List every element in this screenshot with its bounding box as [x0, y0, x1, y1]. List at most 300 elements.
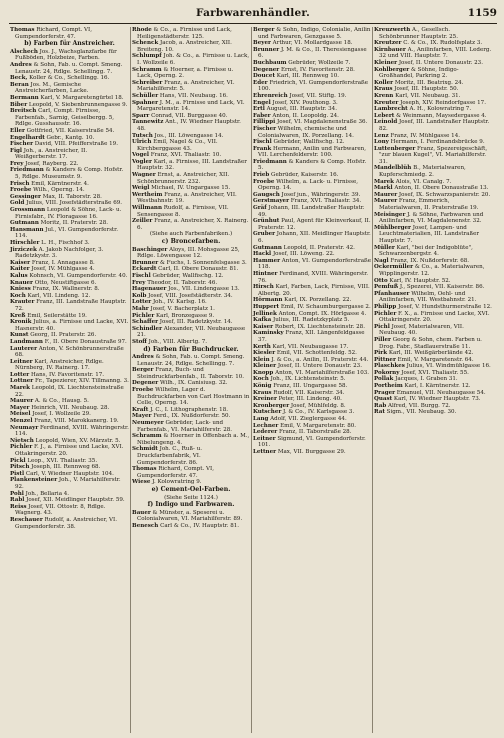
entry-name: Berger: [132, 367, 154, 374]
entry-name: Schindler: [132, 325, 162, 332]
entry-details: Carl & Co., IV. Hauptstr. 81.: [160, 522, 240, 529]
directory-entry: [253, 271, 371, 284]
entry-details: Josef, IV. Mühlgasse 4.: [31, 266, 95, 273]
entry-name: Mayer: [132, 413, 152, 420]
entry-name: Wertheim: [132, 191, 163, 198]
entry-name: Andres: [132, 354, 154, 361]
entry-details: Karl, IV. Wiedner Hauptstr. 73.: [393, 396, 481, 403]
entry-details: Josef jun., Währingerstr. 39.: [281, 191, 361, 198]
entry-name: Pohl: [10, 490, 24, 497]
entry-details: & Co., a. Materialwaren, Wipplingerstr. 12.: [379, 264, 485, 277]
entry-name: Kleiner: [374, 59, 398, 66]
entry-details: A., Gesellsch. Schönbrunner Hauptstr. 25.: [379, 27, 458, 40]
directory-entry: [253, 126, 371, 139]
entry-name: Tutsch: [132, 132, 153, 139]
entry-details: Gebrüder, Wallfischg. 12.: [152, 272, 224, 279]
entry-details: L. H., Fischhof 3.: [41, 240, 90, 246]
entry-name: Krauter: [10, 299, 35, 306]
entry-name: Prager: [374, 389, 396, 396]
directory-entry: [10, 266, 129, 273]
directory-entry: [374, 278, 492, 285]
directory-entry: [374, 396, 492, 403]
entry-details: Aloys, III. Mohsgasse 25, Rdlge. Löwengasse 12.: [137, 246, 240, 260]
entry-name: Lotter: [10, 371, 30, 378]
directory-entry: [253, 436, 371, 449]
directory-entry: [10, 227, 129, 240]
directory-entry: [132, 80, 250, 93]
entry-details: Josef, Lampen- und Leuchtmaterialien, III. Landstraßer Hauptstr. 7.: [379, 224, 480, 244]
entry-name: Schlumpf: [132, 53, 162, 60]
entry-name: Kreuter: [374, 99, 399, 106]
directory-entry: [132, 306, 250, 313]
entry-name: Luttenberger: [374, 145, 416, 152]
entry-name: Faber: [253, 112, 271, 119]
entry-details: Josef, Mühlfeldg. 8.: [290, 402, 346, 409]
entry-details: B., Materialwaren, Kupferschmiedg. 2.: [379, 165, 466, 179]
entry-name: Lambrecht: [374, 106, 408, 113]
directory-entry: [132, 510, 250, 523]
entry-name: Portheim: [374, 383, 403, 390]
entry-details: Rudolf, a. Anstreicher, VI. Gumpendorferstr. 38.: [15, 516, 118, 530]
entry-name: Engel: [253, 99, 271, 106]
entry-details: C. & Co., IX. Rudolfsplatz 3.: [403, 40, 483, 47]
entry-details: Julius, III. Radetzkyplatz 5.: [273, 317, 350, 324]
entry-name: Friedmann: [10, 167, 44, 174]
entry-name: Plaschkes: [374, 363, 405, 370]
entry-details: Josef, XII. Meidlinger Hauptstr. 59.: [26, 497, 125, 504]
directory-entry: [253, 47, 371, 60]
entry-name: Rhode: [132, 27, 152, 33]
directory-entry: [10, 260, 129, 267]
entry-name: Mayer: [10, 404, 30, 411]
directory-entry: [132, 523, 250, 530]
directory-entry: [374, 225, 492, 245]
directory-entry: [253, 192, 371, 199]
directory-entry: [10, 405, 129, 412]
entry-name: Leinold: [374, 119, 398, 126]
directory-entry: [374, 383, 492, 390]
directory-entry: [253, 297, 371, 304]
directory-entry: [253, 139, 371, 146]
entry-name: Pitsch: [10, 464, 30, 471]
entry-name: Hansmann: [10, 226, 44, 233]
directory-entry: [374, 363, 492, 370]
directory-entry: [132, 266, 250, 273]
entry-details: Julius, VIII. Josefstädterstraße 69.: [26, 200, 123, 207]
entry-name: Pickl: [10, 457, 26, 464]
entry-details: Julius, a. Firnisse und Lacke, XVI. Hasnerstr. 40.: [15, 319, 129, 332]
directory-entry: [253, 100, 371, 107]
directory-entry: [374, 324, 492, 337]
entry-details: Max, II. Taborstr. 28.: [42, 193, 102, 200]
entry-name: Willmann: [132, 205, 162, 212]
entry-name: Klein: [253, 356, 270, 363]
directory-entry: [132, 152, 250, 159]
entry-name: Rab: [374, 402, 387, 409]
entry-name: Kolb: [132, 292, 147, 299]
entry-name: Lenz: [374, 132, 389, 139]
entry-details: Gebr., Kantg. 10.: [46, 134, 95, 141]
entry-details: Ferdinand, XVIII. Währingerstr. 76.: [258, 270, 369, 284]
entry-name: Schenck: [132, 40, 159, 47]
entry-details: F. X., a. Firnisse und Lacke, XVI. Ottakringerstr. 20.: [379, 310, 490, 324]
entry-details: F. J., a. Firnisse und Lacke, XVI. Ottakringerstr. 20.: [15, 444, 124, 457]
entry-name: Otto: [374, 277, 388, 284]
entry-details: Alois, VI. Canalg. 7.: [395, 178, 452, 185]
directory-entry: [10, 161, 129, 168]
directory-entry: [253, 258, 371, 271]
directory-entry: [10, 477, 129, 490]
directory-entry: [132, 466, 250, 479]
entry-details: Josef, II. Untere Donaustr. 23.: [398, 59, 483, 66]
columns: [9, 27, 497, 733]
directory-entry: [374, 86, 492, 93]
entry-name: Pichler: [374, 310, 397, 317]
entry-details: Michael, IV. Ungargasse 15.: [151, 185, 231, 192]
entry-details: Jacques, I. Graben 31.: [395, 376, 458, 383]
entry-details: Ernst, a. Anstreicher, XII. Schönbrunnerstr. 232.: [137, 172, 230, 185]
directory-entry: [374, 264, 492, 277]
entry-details: Emil, V. Margaretenstr. 80.: [280, 422, 357, 429]
directory-entry: [10, 385, 129, 398]
entry-details: Friedrich, VI. Gumpendorferstraße 100.: [258, 79, 369, 93]
entry-name: Stoff: [132, 338, 147, 345]
directory-entry: [10, 438, 129, 445]
entry-name: Krenn: [374, 92, 394, 99]
entry-name: Quast: [374, 396, 393, 403]
directory-entry: [132, 413, 250, 420]
directory-entry: [132, 286, 250, 293]
entry-details: Rudolf, VII. Kaiserstr. 34.: [273, 389, 345, 396]
entry-details: Carl, Compt. Firnisse, Farbenfab., Sarnig, Geiselbergg. 5, Rdlge. Gusshausstr. 16.: [15, 108, 115, 128]
directory-entry: [374, 409, 492, 416]
entry-details: A., Anilinfarben, VIII. Lederg. 32 und VIII. Hauptstr. 7.: [379, 46, 492, 60]
entry-name: Kreuzwerth: [374, 27, 411, 33]
directory-entry: [10, 313, 129, 320]
entry-details: Jul., VI. Gumpendorferstr. 114.: [15, 226, 118, 240]
directory-entry: [132, 113, 250, 120]
entry-name: Mandelblüh: [374, 165, 412, 172]
entry-details: & Kanders & Comp. Hofstr. 5, Rdlge. Museumstr. 9.: [15, 167, 124, 181]
entry-details: Emil, Seilerstätte 19.: [27, 312, 87, 319]
section-heading: d) Farben für Buchdrucker.: [143, 345, 239, 353]
directory-entry: [374, 376, 492, 383]
directory-entry: [132, 319, 250, 326]
entry-details: Karl, VII. Neubaug. 31.: [395, 92, 461, 99]
entry-details: & Sohn, Fab. u. Compt. Smeng. Lenaustr. 24, Rdlge. Schellingg. 7.: [15, 61, 123, 75]
entry-name: Froebe: [132, 387, 154, 394]
entry-name: Wiese: [132, 479, 151, 486]
entry-details: Wilhelm, a. Lack- u. Firnisse, Operng. 14.: [258, 178, 359, 192]
entry-name: Gessinger: [10, 193, 41, 200]
entry-details: Josef, III. Landstraßer Hauptstr. 82.: [379, 119, 490, 132]
entry-name: Sparr: [132, 112, 150, 119]
directory-entry: [132, 53, 250, 66]
entry-name: Berger: [253, 27, 275, 33]
entry-name: Jirziczek: [10, 246, 37, 253]
entry-details: David, VIII. Pfeifferstraße 19.: [34, 141, 118, 148]
entry-name: Gerstmayer: [253, 198, 290, 205]
entry-details: & Hoerner in Offenbach a. M., Nibelungeng. 4.: [137, 433, 250, 446]
entry-name: Gruber: [253, 231, 276, 238]
entry-name: Wagner: [132, 172, 156, 179]
directory-entry: [132, 387, 250, 407]
entry-details: Gottfried, VII. Kaiserstraße 54.: [26, 127, 115, 134]
entry-details: Johann, XII. Meidlinger Hauptstr. 6.: [258, 231, 371, 244]
entry-details: Franz, XII. Längenfeldgasse 37.: [258, 330, 365, 343]
entry-name: Pichler: [10, 444, 33, 451]
directory-entry: [374, 146, 492, 166]
entry-name: Froebe: [10, 187, 32, 194]
directory-entry: [132, 380, 250, 387]
directory-entry: [132, 192, 250, 205]
directory-entry: [253, 205, 371, 218]
directory-entry: [132, 27, 250, 40]
section-heading: c) Broncefarben.: [161, 238, 221, 245]
directory-entry: [10, 504, 129, 517]
directory-entry: [10, 378, 129, 385]
entry-details: Josef, IX. Schwarzspanierstr. 20.: [398, 191, 491, 198]
entry-name: Kutscher: [253, 409, 282, 416]
directory-entry: [253, 146, 371, 159]
entry-name: Thomas: [10, 27, 35, 33]
entry-details: & Söhne, Indigo-Großhandel, Parkring 2.: [379, 66, 459, 80]
directory-entry: [10, 471, 129, 478]
entry-details: Joseph, XIV. Reindorfgasse 17.: [400, 99, 486, 106]
directory-entry: [10, 491, 129, 498]
entry-name: Hirsch: [253, 284, 274, 291]
entry-name: Mühlberger: [374, 224, 411, 231]
entry-details: Josef, VIII. Josefstädterstr. 34.: [148, 292, 233, 299]
entry-name: Lotter: [132, 299, 152, 306]
directory-entry: [132, 293, 250, 300]
entry-name: Kaiser: [10, 259, 31, 266]
entry-name: Marek: [10, 385, 31, 392]
column-2: [130, 27, 251, 733]
entry-details: Franz, XVI. Thaliastr. 10.: [150, 152, 222, 159]
directory-entry: [253, 390, 371, 397]
entry-name: Koch: [253, 376, 269, 383]
entry-details: Franz, Buch- und Steindruckfarbenfab., II. Taborstr. 10.: [137, 367, 245, 380]
entry-details: Georg, II. Praterstr. 26.: [30, 332, 97, 339]
directory-entry: [253, 67, 371, 74]
entry-name: Grünhut: [253, 218, 280, 225]
entry-name: Eder: [253, 79, 268, 86]
entry-details: Emil, VII. Schottenfeldg. 52.: [276, 350, 357, 357]
directory-entry: [132, 446, 250, 466]
entry-name: Piller: [374, 336, 391, 343]
entry-details: Paul, Agent für Kleinverkauf, II. Praterstr. 12.: [258, 218, 371, 231]
entry-details: Anton, II. Obere Donaustraße 13.: [394, 185, 489, 192]
entry-name: Pichler: [132, 312, 155, 319]
entry-details: Karl, V. Margaretengürtel 18.: [40, 94, 124, 101]
entry-name: Gold: [10, 200, 25, 207]
directory-entry: [253, 330, 371, 343]
entry-name: Kunst: [10, 332, 29, 339]
entry-name: Thomas: [132, 466, 157, 473]
entry-details: Joh. C., Ruß- u. Druckfarbenfabrik, VI. Gumpendorferstr. 86.: [137, 446, 203, 466]
directory-entry: [10, 240, 129, 247]
directory-entry: [132, 172, 250, 185]
directory-entry: [253, 284, 371, 297]
entry-details: Anton, Compt. IX. Hörlgasse 4.: [278, 310, 367, 317]
entry-details: Karl, VII. Neubaugasse 17.: [272, 343, 349, 350]
directory-entry: [10, 49, 129, 62]
entry-name: Frank: [253, 145, 272, 152]
directory-entry: [374, 133, 492, 140]
entry-details: Emil, V. Margaretenstr. 64.: [397, 356, 474, 363]
directory-entry: [374, 198, 492, 211]
section-heading: e) Cement-Oel-Farben.: [151, 485, 231, 493]
directory-entry: [10, 148, 129, 161]
entry-details: Karl, VII. Lindeng. 12.: [27, 292, 91, 299]
directory-entry: [253, 403, 371, 410]
entry-name: Müller: [374, 244, 395, 251]
entry-details: Franz, III. Ungargasse 58.: [273, 383, 348, 390]
column-3: [251, 27, 372, 733]
entry-details: Anton, VI. Gumpendorferstraße 118.: [258, 257, 371, 271]
entry-details: Georg & Sohn, chem. Farben u. Drog. Fabr., Stadlauerstraße 11.: [379, 336, 482, 350]
directory-entry: [10, 194, 129, 201]
entry-details: Hermann, I. Ferdinandsbrücke 9.: [390, 139, 485, 146]
entry-details: Alexander, VII. Neubaugasse 21.: [137, 325, 246, 339]
directory-entry: [132, 299, 250, 306]
entry-details: Emanuel, VII. Neubaugasse 54.: [396, 389, 486, 396]
entry-name: Vogler: [132, 158, 152, 165]
entry-details: Josef, Materialwaren, VII. Neubaug. 40.: [379, 323, 464, 337]
directory-entry: [374, 350, 492, 357]
entry-details: Sigmund, VI. Gumpendorferstr. 101.: [258, 435, 366, 449]
entry-details: Leop., XVI. Thaliastr. 35.: [27, 457, 98, 464]
directory-entry: [10, 517, 129, 530]
entry-name: Biber: [10, 101, 28, 108]
entry-details: Joh., V. Mariahilferstr. 92.: [15, 477, 121, 490]
directory-entry: [132, 205, 250, 218]
entry-name: Pichl: [374, 323, 390, 330]
entry-name: Schaffer: [132, 319, 159, 326]
entry-name: Frey: [10, 160, 24, 167]
directory-entry: [374, 139, 492, 146]
entry-details: August, III. Hauptstr. 34.: [266, 106, 337, 113]
entry-name: Kafka: [253, 317, 272, 324]
entry-name: Beyer: [253, 40, 271, 47]
entry-details: Leopold, II. Praterstr. 42.: [283, 244, 355, 251]
entry-details: Josef, VII. Ottostr. 8, Rdlge. Wagnerg. 43.: [15, 503, 106, 517]
directory-entry: [253, 179, 371, 192]
directory-entry: [253, 93, 371, 100]
entry-name: Brunner: [132, 259, 159, 266]
entry-details: Ferd., IX. Nußdorferstr. 50.: [153, 413, 231, 420]
entry-details: Max, VII. Burggasse 29.: [277, 449, 346, 455]
directory-entry: [10, 135, 129, 142]
directory-entry: [10, 280, 129, 287]
entry-name: Kaiser: [253, 323, 274, 330]
directory-entry: [10, 464, 129, 471]
entry-name: Lechner: [253, 422, 279, 429]
entry-details: Hermann, Anilin und Farbwaren, VII. Lerchenfelderstr. 100.: [258, 145, 367, 159]
entry-details: Josef, Rayberg. 22.: [25, 160, 79, 167]
directory-entry: [10, 82, 129, 95]
directory-entry: [253, 80, 371, 93]
directory-entry: [253, 106, 371, 113]
entry-name: Markl: [374, 185, 393, 192]
directory-entry: [10, 444, 129, 457]
entry-details: Carl, V. Wiedner Hauptstr. 104.: [25, 470, 114, 477]
directory-entry: [10, 286, 129, 293]
directory-entry: [132, 100, 250, 113]
directory-entry: [374, 93, 492, 100]
cross-reference: (Siehe Seite 1124.): [164, 494, 218, 501]
cross-reference: (Siehe auch Farbenfabriken.): [149, 231, 233, 238]
directory-entry: [374, 390, 492, 397]
entry-name: Breitsch: [10, 108, 37, 115]
entry-details: Josef, III. Radetzkystr. 14.: [159, 319, 233, 326]
entry-name: Kronberger: [253, 402, 290, 409]
entry-details: Peter, III. Lindeng. 40.: [278, 396, 342, 403]
entry-name: Kraus: [253, 389, 272, 396]
entry-name: Frieb: [253, 172, 270, 179]
entry-name: Fischer: [253, 125, 277, 132]
directory-entry: [10, 319, 129, 332]
entry-name: Lederer: [253, 429, 278, 436]
directory-entry: [10, 293, 129, 300]
entry-name: Schramm: [132, 66, 162, 73]
directory-entry: [10, 273, 129, 280]
directory-entry: [374, 100, 492, 107]
entry-name: Gutmann: [10, 220, 39, 227]
entry-details: Conrad, VII. Burggasse 40.: [151, 112, 228, 119]
entry-name: Lebert: [374, 112, 395, 119]
entry-name: Ehrenreich: [253, 92, 288, 99]
entry-name: Menzel: [10, 418, 33, 425]
directory-entry: [253, 409, 371, 416]
entry-details: Joh., VIII. Albertg. 7.: [148, 338, 207, 345]
entry-details: Heinrich, VII. Neubaug. 28.: [31, 404, 110, 411]
entry-name: Neumeyer: [132, 420, 164, 427]
entry-details: Jos. J., Wachsglanzfarbe für Fußböden, Holzbeize, Farben.: [15, 48, 117, 62]
entry-details: & Weinmann, Maysedergasse 4.: [396, 112, 487, 119]
directory-entry: [132, 40, 250, 53]
directory-entry: [253, 113, 371, 120]
entry-name: Schüller: [132, 92, 159, 99]
directory-entry: [132, 133, 250, 140]
entry-details: Jos., VII. Lindengasse 13.: [168, 286, 240, 293]
entry-name: Hirschler: [10, 240, 40, 246]
page-header: [9, 6, 497, 24]
directory-entry: [374, 119, 492, 132]
entry-details: Franz, VIII. Marokkanerg. 19.: [34, 418, 119, 425]
entry-name: Lauterer: [10, 345, 37, 352]
directory-entry: [253, 370, 371, 377]
entry-details: Karl, a. Firnisse, III. Landstraßer Hauptstr. 32.: [137, 158, 247, 172]
entry-details: A. Jakob Nachfolger, 3. Radetzkystr. 3.: [15, 246, 104, 260]
directory-entry: [10, 497, 129, 504]
entry-details: Hans, VII. Neubaug. 16.: [159, 92, 228, 99]
directory-entry: [132, 420, 250, 433]
entry-details: F., II. Obere Donaustraße 97.: [44, 338, 127, 345]
entry-details: Josef, VII. Stiftg. 19.: [289, 92, 347, 99]
entry-details: Alfred, VII. Burgg. 72.: [387, 402, 451, 409]
directory-entry: [253, 449, 371, 456]
directory-entry: [10, 411, 129, 418]
entry-name: Kraft: [132, 406, 149, 413]
entry-details: Franz, a. Anstreicher, VII. Westbahnstr. 19.: [137, 191, 237, 205]
entry-name: Philipp: [374, 303, 397, 310]
directory-entry: [253, 429, 371, 436]
entry-details: Karl, Anstreicher, Rdlge. Nürnberg, IV. Rainerg. 17.: [15, 358, 104, 372]
entry-details: Franz, Spezereigeschäft, "zur blauen Kugel", VI. Mariahilferstr. 31.: [379, 145, 488, 165]
directory-entry: [374, 179, 492, 186]
